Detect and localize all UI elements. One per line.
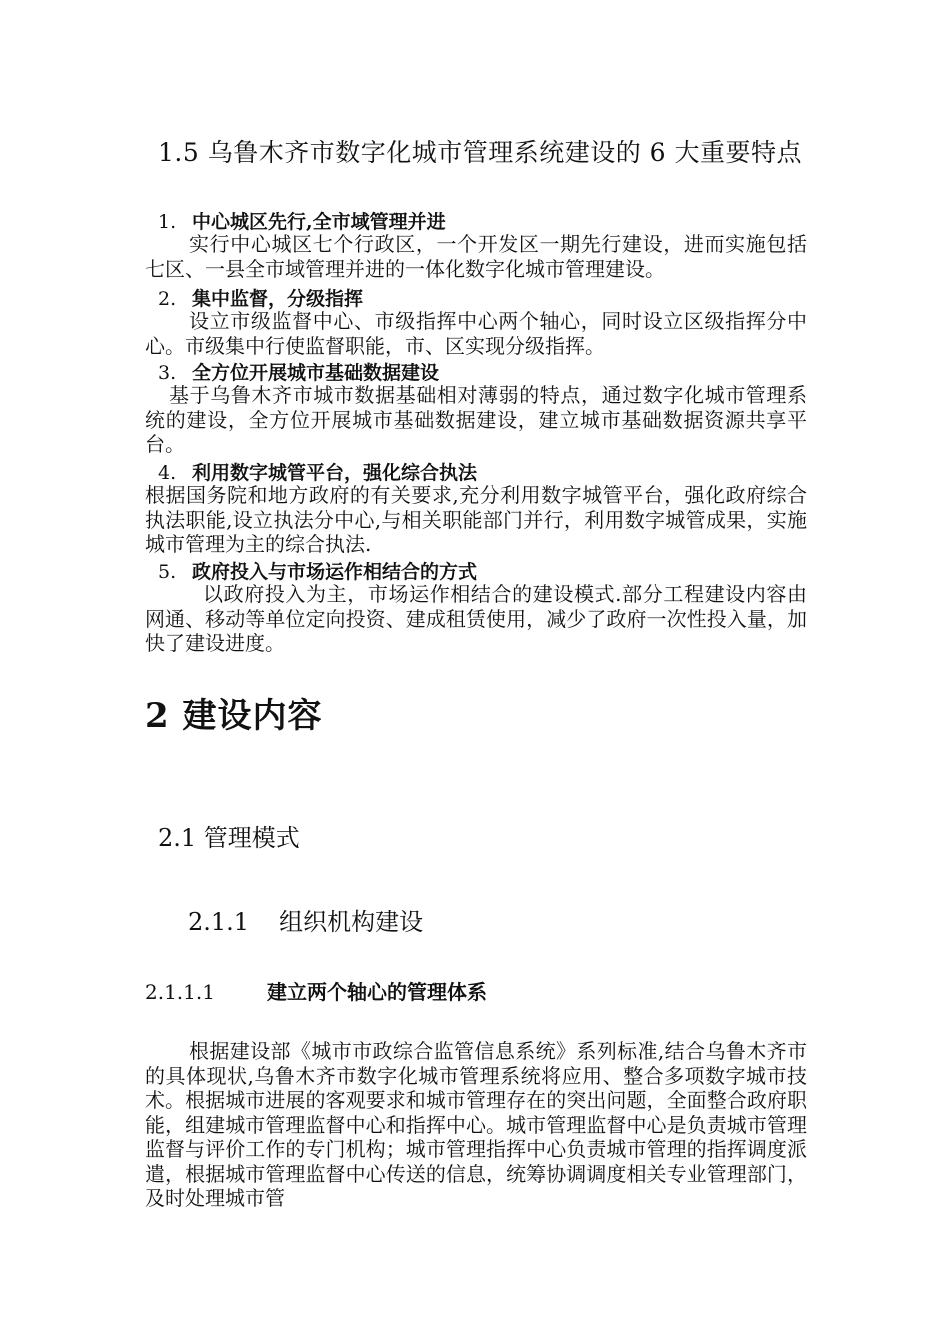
list-item-title: 政府投入与市场运作相结合的方式 (192, 561, 478, 583)
list-item-number: 3. (158, 362, 177, 384)
paragraph: 根据国务院和地方政府的有关要求,充分利用数字城管平台，强化政府综合执法职能,设立执法分中心,与相关职能部门并行，利用数字城管成果，实施城市管理为主的综合执法. (145, 483, 807, 556)
paragraph: 设立市级监督中心、市级指挥中心两个轴心，同时设立区级指挥分中心。市级集中行使监督职能，市、区实现分级指挥。 (145, 309, 807, 358)
list-item-number: 1. (158, 211, 177, 233)
section-title: 组织机构建设 (279, 908, 424, 936)
paragraph: 以政府投入为主，市场运作相结合的建设模式.部分工程建设内容由网通、移动等单位定向投资、建成租赁使用，减少了政府一次性投入量，加快了建设进度。 (145, 582, 807, 655)
section-number: 2.1.1 (188, 908, 250, 936)
list-item-heading (158, 458, 477, 485)
section-heading-2-1-1-1 (145, 976, 487, 1005)
list-item-title: 集中监督，分级指挥 (192, 288, 364, 310)
section-heading-2: 2 建设内容 (145, 696, 323, 736)
section-heading-2-1-1 (188, 902, 423, 937)
list-item-heading (158, 207, 446, 234)
list-item-heading (158, 284, 363, 311)
paragraph: 基于乌鲁木齐市城市数据基础相对薄弱的特点，通过数字化城市管理系统的建设，全方位开展城市基础数据建设，建立城市基础数据资源共享平台。 (145, 383, 807, 456)
list-item-heading (158, 358, 439, 385)
list-item-title: 中心城区先行,全市域管理并进 (192, 211, 446, 233)
list-item-number: 4. (158, 462, 177, 484)
list-item-title: 利用数字城管平台，强化综合执法 (192, 462, 478, 484)
list-item-heading (158, 557, 477, 584)
list-item-title: 全方位开展城市基础数据建设 (192, 362, 440, 384)
paragraph: 实行中心城区七个行政区，一个开发区一期先行建设，进而实施包括七区、一县全市域管理并进的一体化数字化城市管理建设。 (145, 232, 807, 281)
section-heading-2-1: 2.1 管理模式 (158, 824, 300, 852)
paragraph: 根据建设部《城市市政综合监管信息系统》系列标准,结合乌鲁木齐市的具体现状,乌鲁木齐市数字化城市管理系统将应用、整合多项数字城市技术。根据城市进展的客观要求和城市管理存在的突出问题，全面整合政府职能，组建城市管理监督中心和指挥中心。城市管理监督中心是负责城市管理监督与评价工作的专门机构；城市管理指挥中心负责城市管理的指挥调度派遣，根据城市管理监督中心传送的信息，统筹协调调度相关专业管理部门，及时处理城市管 (145, 1039, 807, 1210)
section-number: 2.1.1.1 (145, 980, 215, 1004)
section-title: 建立两个轴心的管理体系 (266, 980, 487, 1004)
section-heading-1-5: 1.5 乌鲁木齐市数字化城市管理系统建设的 6 大重要特点 (158, 138, 803, 167)
list-item-number: 2. (158, 288, 177, 310)
list-item-number: 5. (158, 561, 177, 583)
